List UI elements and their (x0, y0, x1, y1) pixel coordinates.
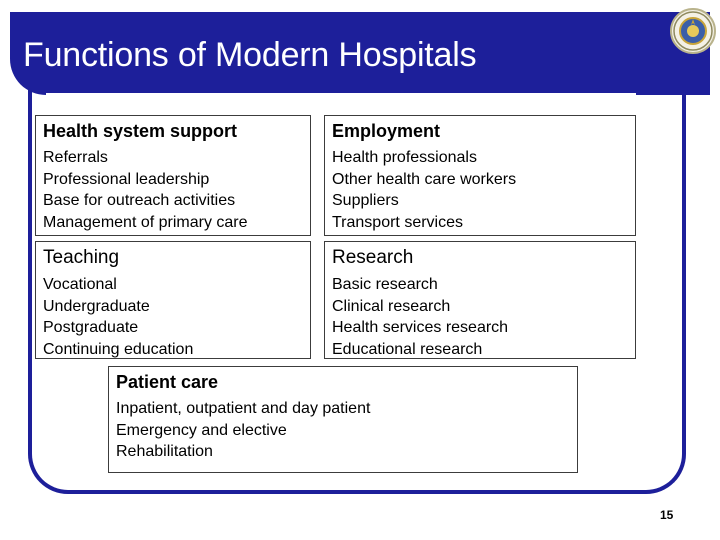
page-number: 15 (660, 508, 674, 522)
patient-care-box (108, 366, 578, 473)
research-box (324, 241, 636, 359)
health-system-support-box (35, 115, 311, 236)
list-item: Management of primary care (43, 213, 248, 231)
list-item: Other health care workers (332, 170, 517, 188)
box-heading: Health system support (43, 121, 238, 141)
list-item: Health professionals (332, 149, 477, 166)
list-item: Inpatient, outpatient and day patient (116, 400, 371, 417)
list-item: Vocational (43, 276, 117, 293)
list-item: Referrals (43, 149, 108, 166)
list-item: Professional leadership (43, 170, 210, 188)
list-item: Base for outreach activities (43, 192, 236, 209)
list-item: Undergraduate (43, 297, 150, 315)
box-heading: Employment (332, 121, 441, 141)
list-item: Transport services (332, 213, 463, 231)
box-heading: Research (332, 247, 414, 268)
list-item: Educational research (332, 340, 483, 358)
employment-box (324, 115, 636, 236)
title-underline (46, 93, 636, 96)
list-item: Health services research (332, 319, 509, 336)
teaching-box (35, 241, 311, 359)
box-heading: Patient care (116, 372, 219, 392)
list-item: Suppliers (332, 192, 399, 209)
box-heading: Teaching (43, 247, 120, 268)
list-item: Rehabilitation (116, 443, 213, 460)
list-item: Emergency and elective (116, 421, 287, 439)
university-seal-icon (670, 8, 716, 54)
list-item: Clinical research (332, 297, 451, 315)
title-bar (10, 12, 710, 95)
list-item: Basic research (332, 276, 438, 293)
list-item: Postgraduate (43, 319, 139, 336)
list-item: Continuing education (43, 340, 194, 358)
page-title: Functions of Modern Hospitals (23, 36, 477, 74)
